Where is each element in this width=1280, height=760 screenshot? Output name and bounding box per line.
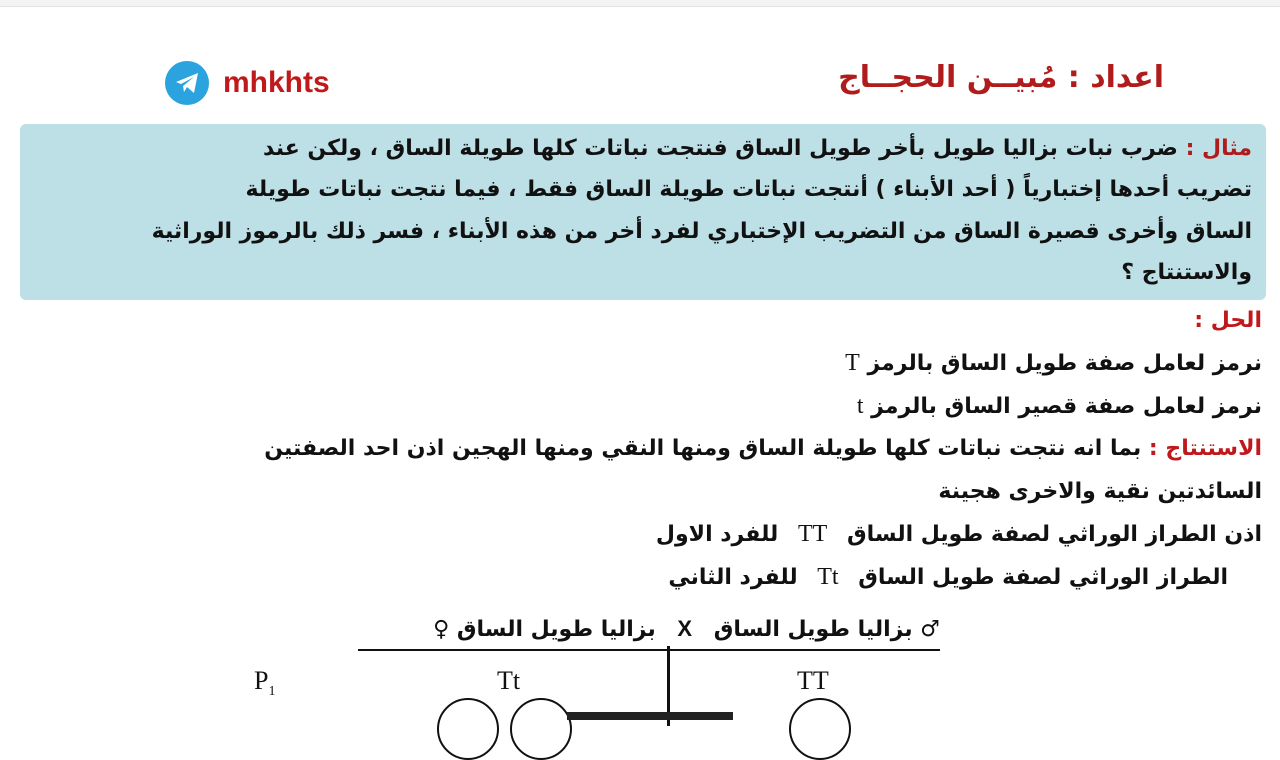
conclusion-line-2: السائدتين نقية والاخرى هجينة <box>938 479 1262 504</box>
gamete-circle <box>789 698 851 760</box>
telegram-name: mhkhts <box>223 66 330 99</box>
tall-text: نرمز لعامل صفة طويل الساق بالرمز <box>867 351 1262 376</box>
male-label: ♂ بزاليا طويل الساق <box>713 617 940 642</box>
gamete-circle <box>510 698 572 760</box>
short-text: نرمز لعامل صفة قصير الساق بالرمز <box>871 394 1262 419</box>
lower-bar <box>567 712 733 720</box>
telegram-icon <box>165 61 209 105</box>
generation-letter: P <box>254 666 269 695</box>
gamete-circle <box>437 698 499 760</box>
conclusion-line-1 <box>264 436 1262 461</box>
tall-symbol-line <box>845 350 1262 377</box>
first-genotype-line <box>656 521 1262 548</box>
second-text: الطراز الوراثي لصفة طويل الساق <box>858 565 1228 590</box>
short-symbol: t <box>856 393 864 419</box>
second-suffix: للفرد الثاني <box>668 565 798 590</box>
female-genotype: Tt <box>497 666 521 695</box>
top-edge <box>0 0 1280 7</box>
second-genotype-line <box>668 564 1228 591</box>
generation-label <box>254 666 275 700</box>
short-symbol-line <box>857 393 1262 420</box>
example-box <box>20 124 1266 300</box>
conclusion-label: الاستنتاج : <box>1148 436 1262 461</box>
cross-symbol: X <box>677 616 693 641</box>
first-text: اذن الطراز الوراثي لصفة طويل الساق <box>847 522 1262 547</box>
example-line-2: تضريب أحدها إختبارياً ( أحد الأبناء ) أنتجت نباتات طويلة الساق فقط ، فيما نتجت نباتات طويلة <box>245 177 1252 202</box>
example-line-1 <box>263 136 1252 161</box>
male-genotype: TT <box>797 666 829 695</box>
solution-label: الحل : <box>1194 308 1262 333</box>
author-credit: اعداد : مُبيــن الحجــاج <box>838 60 1164 95</box>
example-line-4: والاستنتاج ؟ <box>1121 260 1252 285</box>
conclusion-text-1: بما انه نتجت نباتات كلها طويلة الساق ومنها النقي ومنها الهجين اذن احد الصفتين <box>264 436 1142 461</box>
tall-symbol: T <box>845 350 860 376</box>
example-text-1: ضرب نبات بزاليا طويل بأخر طويل الساق فنتجت نباتات كلها طويلة الساق ، ولكن عند <box>263 136 1178 161</box>
first-suffix: للفرد الاول <box>655 522 779 547</box>
example-line-3: الساق وأخرى قصيرة الساق من التضريب الإختباري لفرد أخر من هذه الأبناء ، فسر ذلك بالرموز الوراثية <box>151 219 1252 244</box>
cross-underline <box>358 649 940 651</box>
generation-sub: 1 <box>268 684 276 700</box>
second-symbol: Tt <box>817 564 839 590</box>
first-symbol: TT <box>798 521 828 547</box>
female-label: بزاليا طويل الساق ♀ <box>433 617 656 642</box>
example-label: مثال : <box>1185 136 1252 161</box>
cross-header <box>433 616 940 642</box>
telegram-channel[interactable] <box>165 60 330 106</box>
